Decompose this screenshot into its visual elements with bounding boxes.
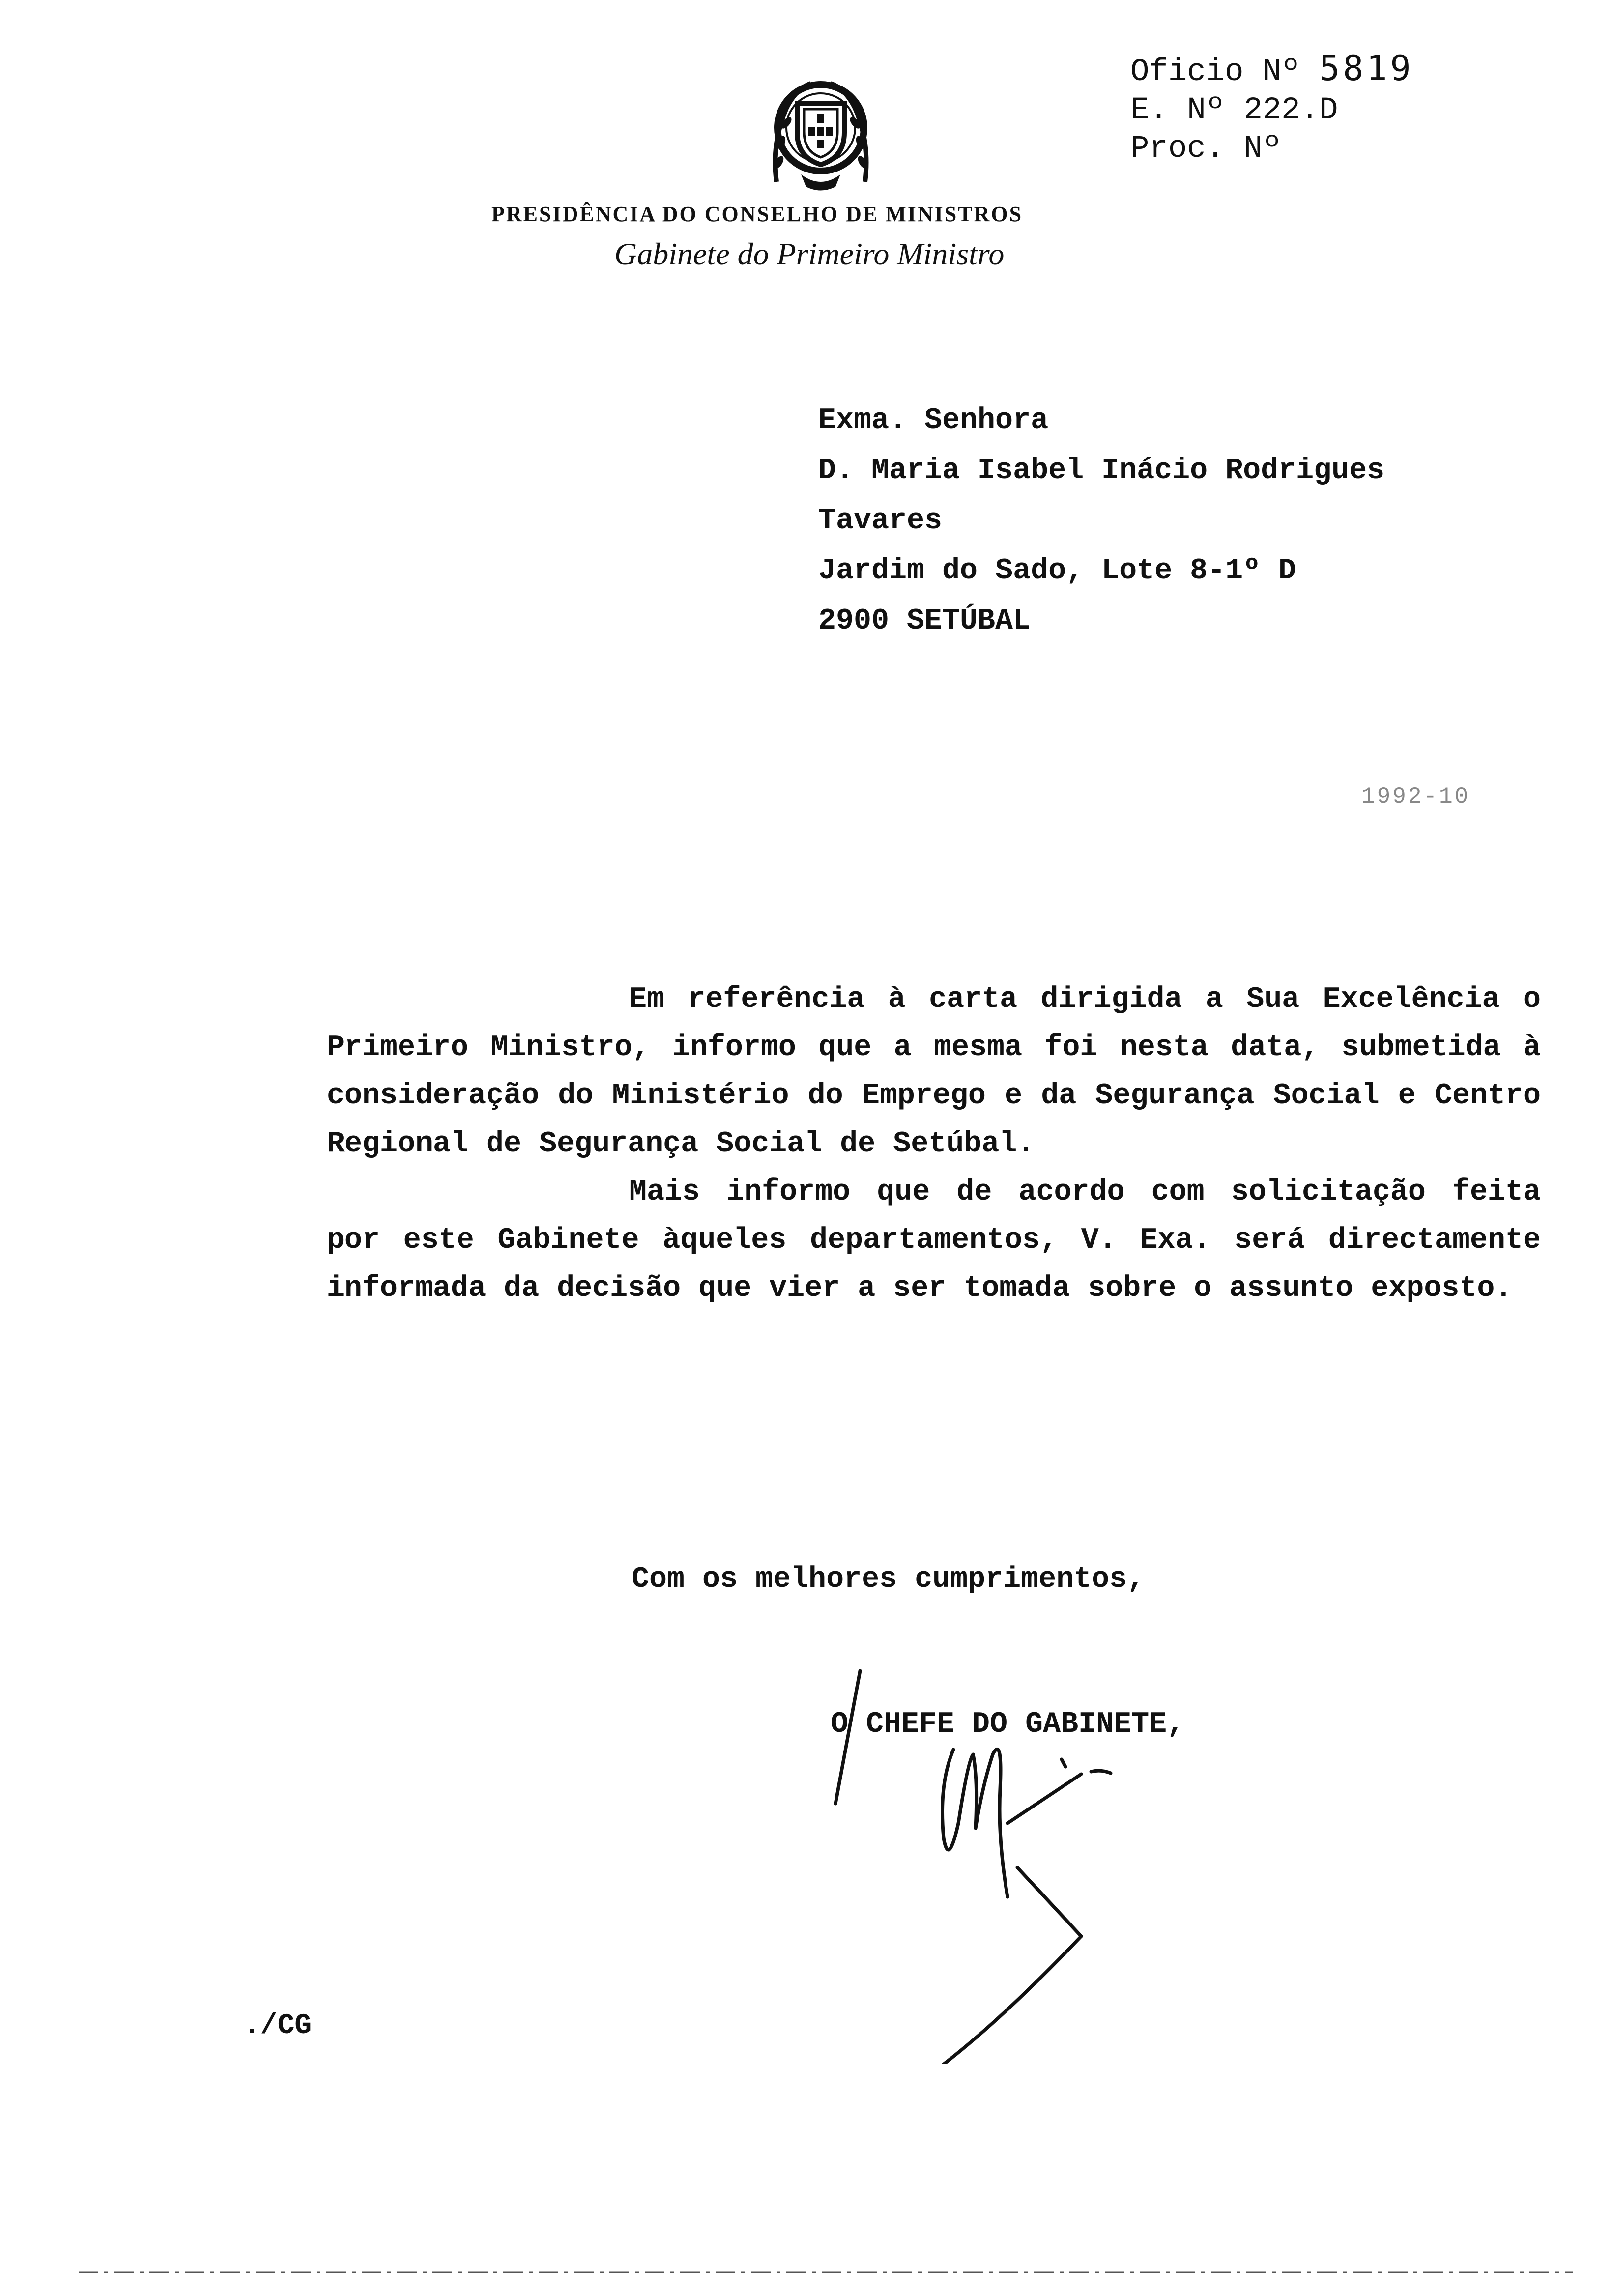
body-paragraph-1: Em referência à carta dirigida a Sua Excelência o Primeiro Ministro, informo que a mesma foi nesta data, submetida à consideração do Ministério do Emprego e da Segurança Social e Centro Regional de Segurança Social de Setúbal. <box>327 983 1541 1161</box>
addressee-city: 2900 SETÚBAL <box>818 604 1031 638</box>
letter-body <box>327 976 1541 1313</box>
addressee-block <box>818 396 1384 646</box>
oficio-label: Oficio Nº <box>1130 55 1300 90</box>
signature-icon <box>806 1661 1209 2064</box>
bottom-rule <box>79 2270 1573 2274</box>
date-stamp: 1992-10 <box>1361 784 1470 809</box>
addressee-name-line2: Tavares <box>818 504 943 538</box>
organization-name: PRESIDÊNCIA DO CONSELHO DE MINISTROS <box>491 202 1023 226</box>
closing-greeting: Com os melhores cumprimentos, <box>632 1563 1145 1596</box>
office-name: Gabinete do Primeiro Ministro <box>614 236 1005 271</box>
addressee-salutation: Exma. Senhora <box>818 404 1049 437</box>
oficio-number: 5819 <box>1319 48 1414 88</box>
addressee-street: Jardim do Sado, Lote 8-1º D <box>818 554 1296 588</box>
body-paragraph-2: Mais informo que de acordo com solicitação feita por este Gabinete àqueles departamentos, V. Exa. será directamente informada da decisão que vier a ser tomada sobre o assunto exposto. <box>327 1176 1541 1305</box>
proc-label: Proc. Nº <box>1130 131 1282 167</box>
entry-reference: E. Nº 222.D <box>1130 93 1338 128</box>
addressee-name-line1: D. Maria Isabel Inácio Rodrigues <box>818 454 1385 488</box>
coat-of-arms-icon <box>757 69 885 197</box>
typist-initials: ./CG <box>243 2010 312 2042</box>
reference-block <box>1130 49 1414 168</box>
oficio-row <box>1130 49 1414 91</box>
signer-title: O CHEFE DO GABINETE, <box>831 1708 1185 1741</box>
